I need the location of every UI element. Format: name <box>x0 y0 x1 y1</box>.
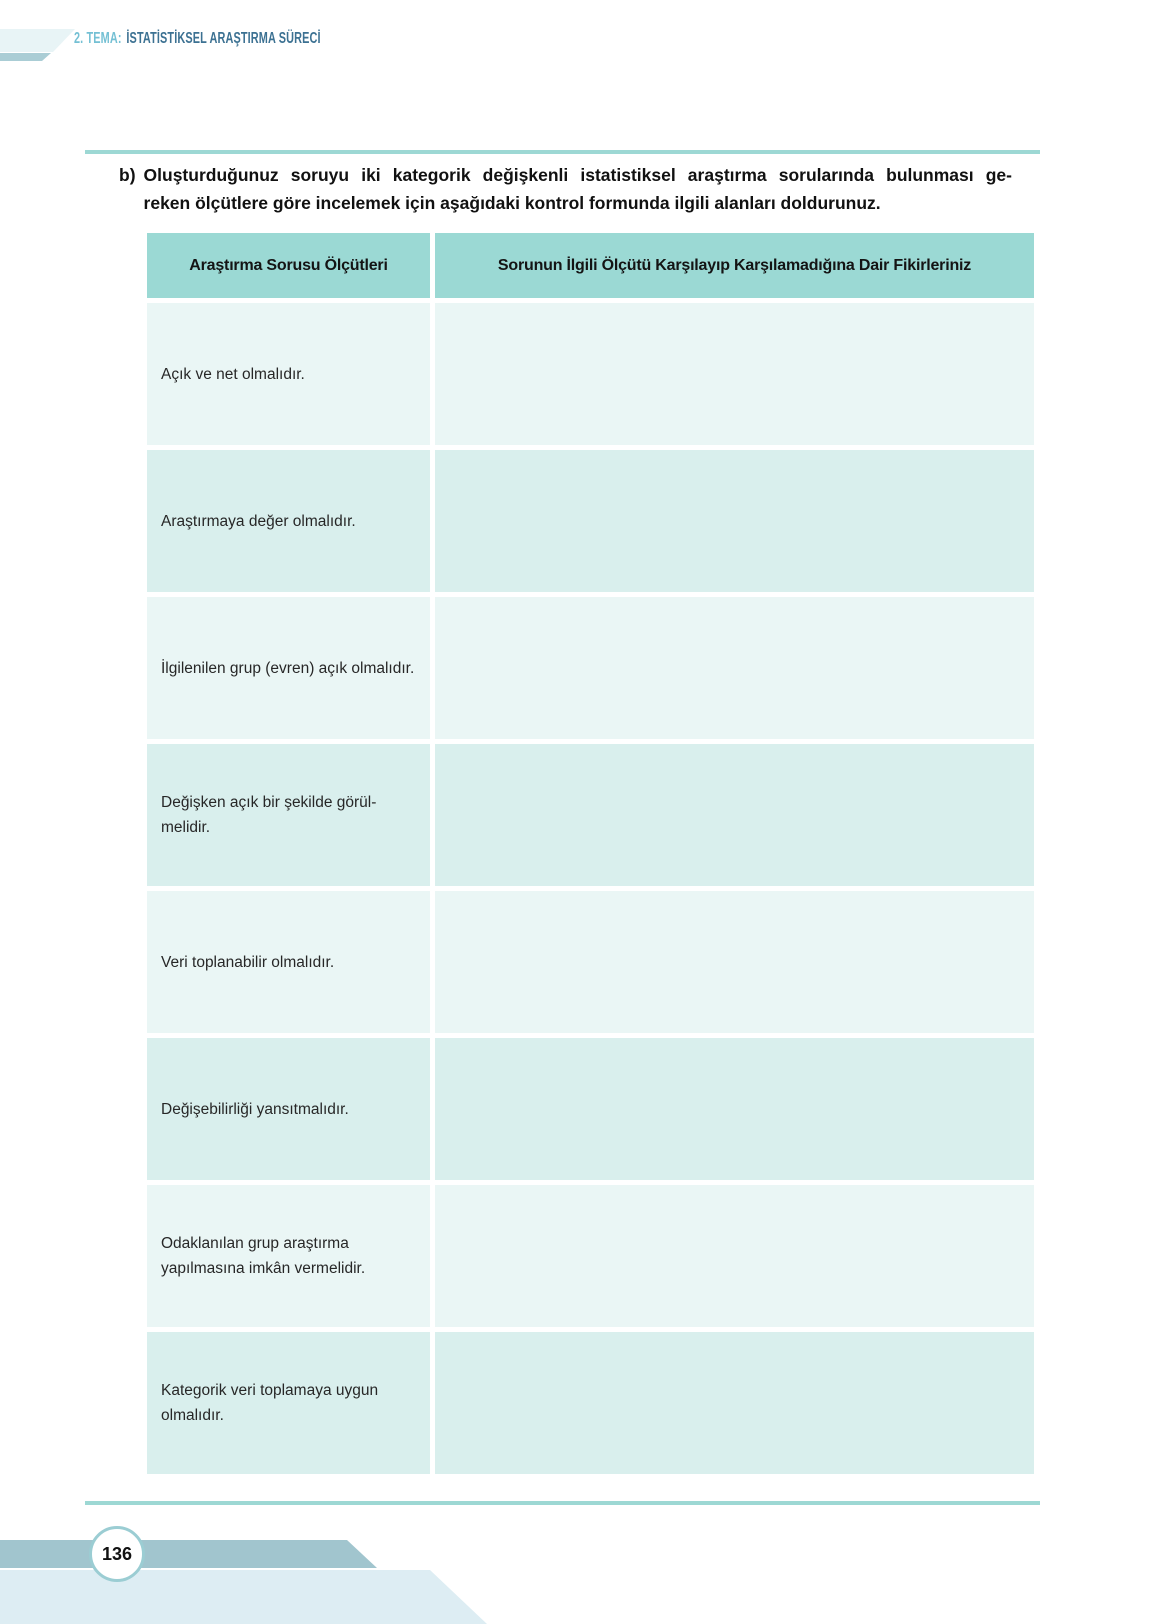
criterion-cell <box>147 1038 430 1180</box>
answer-cell <box>435 597 1034 739</box>
criterion-label: Kategorik veri toplamaya uygun olmalıdır. <box>161 1382 379 1424</box>
criterion-cell <box>147 1185 430 1327</box>
criterion-label: Değişken açık bir şekilde görülmelidir. <box>161 794 377 836</box>
intro-line-1: Oluşturduğunuz soruyu iki kategorik değişkenli istatistiksel araştırma sorularında bulunması ge- <box>143 165 1012 185</box>
footer-band-medium <box>0 1540 377 1568</box>
criterion-label: Değişebilirliği yansıtmalıdır. <box>161 1100 349 1118</box>
answer-cell <box>435 1038 1034 1180</box>
page-number: 136 <box>101 1543 133 1564</box>
criterion-cell <box>147 744 430 886</box>
bottom-rule <box>85 1501 1040 1505</box>
theme-label: 2. TEMA: <box>74 30 122 47</box>
criterion-cell <box>147 891 430 1033</box>
intro-item-label: b) <box>119 165 136 185</box>
footer-deco <box>0 1540 500 1624</box>
deco-parallelogram-light <box>0 29 75 52</box>
deco-parallelogram-dark <box>0 53 51 61</box>
answer-cell <box>435 303 1034 445</box>
answer-cell <box>435 744 1034 886</box>
criterion-cell <box>147 450 430 592</box>
criterion-label: Odaklanılan grup araştırma yapılmasına imkân vermelidir. <box>161 1235 366 1277</box>
criterion-cell <box>147 597 430 739</box>
page-number-badge <box>89 1526 145 1582</box>
table-header-ideas: Sorunun İlgili Ölçütü Karşılayıp Karşılamadığına Dair Fikirleriniz <box>435 233 1034 298</box>
criterion-label: İlgilenilen grup (evren) açık olmalıdır. <box>161 659 415 677</box>
criterion-label: Veri toplanabilir olmalıdır. <box>161 953 335 971</box>
criterion-label: Açık ve net olmalıdır. <box>161 365 305 383</box>
answer-cell <box>435 891 1034 1033</box>
answer-cell <box>435 1332 1034 1474</box>
answer-cell <box>435 1185 1034 1327</box>
table-header-criteria: Araştırma Sorusu Ölçütleri <box>147 233 430 298</box>
criterion-label: Araştırmaya değer olmalıdır. <box>161 512 356 530</box>
answer-cell <box>435 450 1034 592</box>
intro-line-2: reken ölçütlere göre incelemek için aşağıdaki kontrol formunda ilgili alanları doldurunuz. <box>143 193 881 213</box>
criterion-cell <box>147 303 430 445</box>
criterion-cell <box>147 1332 430 1474</box>
footer-band-light <box>0 1570 487 1624</box>
control-form-table <box>147 233 1034 1474</box>
intro-text <box>144 161 1012 217</box>
page-header <box>74 30 321 48</box>
top-rule <box>85 150 1040 154</box>
intro-paragraph <box>119 161 1012 217</box>
theme-title: İSTATİSTİKSEL ARAŞTIRMA SÜRECİ <box>126 30 321 47</box>
